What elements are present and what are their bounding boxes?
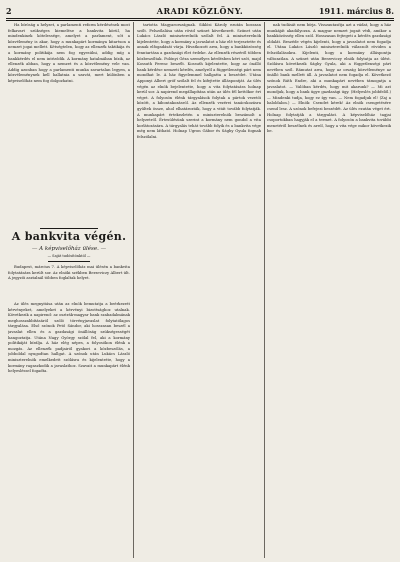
paragraph: Budapest, március 7. A képviselőház mai ülésén a bankvita folytatására került sor. Az elnöki székben Berzeviczy Albert ült. A jegyzői asztalnál többen foglaltak helyet.: [8, 265, 130, 281]
section-subtitle: — A képviselőház ülése. —: [31, 246, 107, 252]
section-title: A bankvita végén.: [11, 230, 127, 243]
column-1-top: [8, 23, 130, 223]
masthead-title: ARADI KÖZLÖNY.: [156, 6, 244, 16]
section-divider: [40, 228, 98, 229]
section-divider: [48, 261, 90, 262]
paragraph: Ha bíróság a helyzet, a parlamenti reform kérdésének most felkavart szükséges kiemelése a bankvita körül, ha mindenkinek kötelessége, amelyet a parlament, sőt a közvélemény is akar, hogy a munkapárt kormánya kitartson a nemzet jogai mellett. Kétségtelen, hogy az ellenzék taktikája és a kormány politikája nem fog egyesülni, addig míg a bankkérdés el nem intéződik. A kormány hatalmában bízik, az ellenzék abban, hogy a nemzet és a közvélemény vele van. Addig azonban hogy a parlamenti munka zavartalan legyen, a közvéleménynek kell hallatnia a szavát, mert különben a képviselőház nem fog dolgozhatni.: [8, 23, 130, 83]
column-1-intro: [8, 265, 130, 301]
header-rule: [6, 18, 394, 21]
running-header: [6, 4, 394, 18]
paragraph: tartotta Magyarországnak. Siklósi Károly ezután hosszan szólt. Felszólalása után rövid szünet következett. Szünet után Lukács László miniszterelnök szólalt fel. A miniszterelnök kijelentette, hogy a kormány a javaslatot a ház elé terjesztette és annak elfogadását várja. Hivatkozott arra, hogy a bankközösség fenntartása a gazdasági élet érdeke. Az ellenzék részéről többen közbeszóltak. Polónyi Géza személyes kérdésben kért szót, majd Kossuth Ferenc beszélt. Kossuth kijelentette, hogy az önálló bank kérdése nemzeti kérdés, amelyről a függetlenségi párt nem mondhat le. A ház figyelemmel hallgatta a beszédet. Utána Apponyi Albert gróf szólalt fel és kifejtette álláspontját. Az ülés végén az elnök bejelentette, hogy a vita folytatására holnap kerül sor. A napirend megállapítása után az ülés fél kettőkor ért véget. A folyosón élénk tárgyalások folytak a pártok vezetői között, a kibontakozásról. Az ellenzék vezérei tanácskozásra gyűltek össze, ahol elhatározták, hogy a vitát tovább folytatják. A munkapárt értekezletén a miniszterelnök beszámolt a helyzetről. Értesülésünk szerint a kormány nem gondol a vita korlátozására. A tárgyalás tehát tovább folyik és a bankvita vége még nem látható. Holnap Ugron Gábor és Sághy Gyula fognak felszólalni.: [137, 23, 261, 139]
issue-date: 1911. március 8.: [318, 6, 394, 16]
paragraph: nak tudását nem bírja. Visszautasítja azt a vádat, hogy a ház munkáját akadályozza. A magyar nemzet jogait védi, amikor a bankközösség ellen szól. Hosszasan fejtegeti a kérdés gazdasági oldalát. Beszéde végén kijelenti, hogy a javaslatot nem fogadja el. Utána Lukács László miniszterelnök válaszolt röviden a felszólalásokra. Kijelenti, hogy a kormány álláspontja változatlan. A szünet után Berzeviczy elnök folytatja az ülést. Szólásra következik Sághy Gyula, aki a függetlenségi párt nevében szól. Rámutat arra, hogy az ország közvéleménye az önálló bank mellett áll. A javaslatot nem fogadja el. Következő szónok Ráth Endre, aki a munkapárt nevében támogatja a javaslatot. — Valóban kérdés, hogy mit akarunk? — Mi azt mondjuk, hogy a bank ügye gazdasági ügy. (Helyeslés jobbfelől.) — Mindenki tudja, hogy ez így van. — Nem fogadjuk el! (Zaj a baloldalon.) — Elnök: Csendet kérek! Az elnök csengetésére csend lesz. A szónok befejezi beszédét. Az ülés ezután véget ért. Holnap folytatják a tárgyalást. A képviselőház tagjai csoportokban hagyják el a termet. A folyosón a bankvita további menetéről beszélnek és arról, hogy a vita vége mikor következik be.: [267, 23, 391, 134]
column-divider: [264, 22, 265, 558]
column-3: [267, 23, 391, 558]
column-1-bottom: [8, 302, 130, 558]
section-byline: — Saját tudósítónktól —: [47, 254, 91, 258]
page-number: 2: [6, 6, 12, 16]
column-divider: [133, 22, 134, 558]
column-2: [137, 23, 261, 558]
paragraph: Az ülés megnyitása után az elnök bemutatja a beérkezett kérvényeket, amelyeket a kérvényi bizottsághoz utalnak. Következik a napirend: az osztrák-magyar bank szabadalmának meghosszabbításáról szóló törvényjavaslat folytatólagos tárgyalása. Első szónok Pető Sándor, aki hosszasan beszél a javaslat ellen és a gazdasági önállóság szükségességét hangoztatja. Utána Nagy György szólal fel, aki a kormány politikáját bírálja. A ház elég népes, a folyosókon élénk a mozgás. Az ellenzék padjairól gyakori a közbeszólás, a jobboldal nyugodtan hallgat. A szónok után Lukács László miniszterelnök emelkedett szólásra és kijelentette, hogy a kormány ragaszkodik a javaslathoz. Szavait a munkapárt élénk helyesléssel fogadta.: [8, 302, 130, 374]
